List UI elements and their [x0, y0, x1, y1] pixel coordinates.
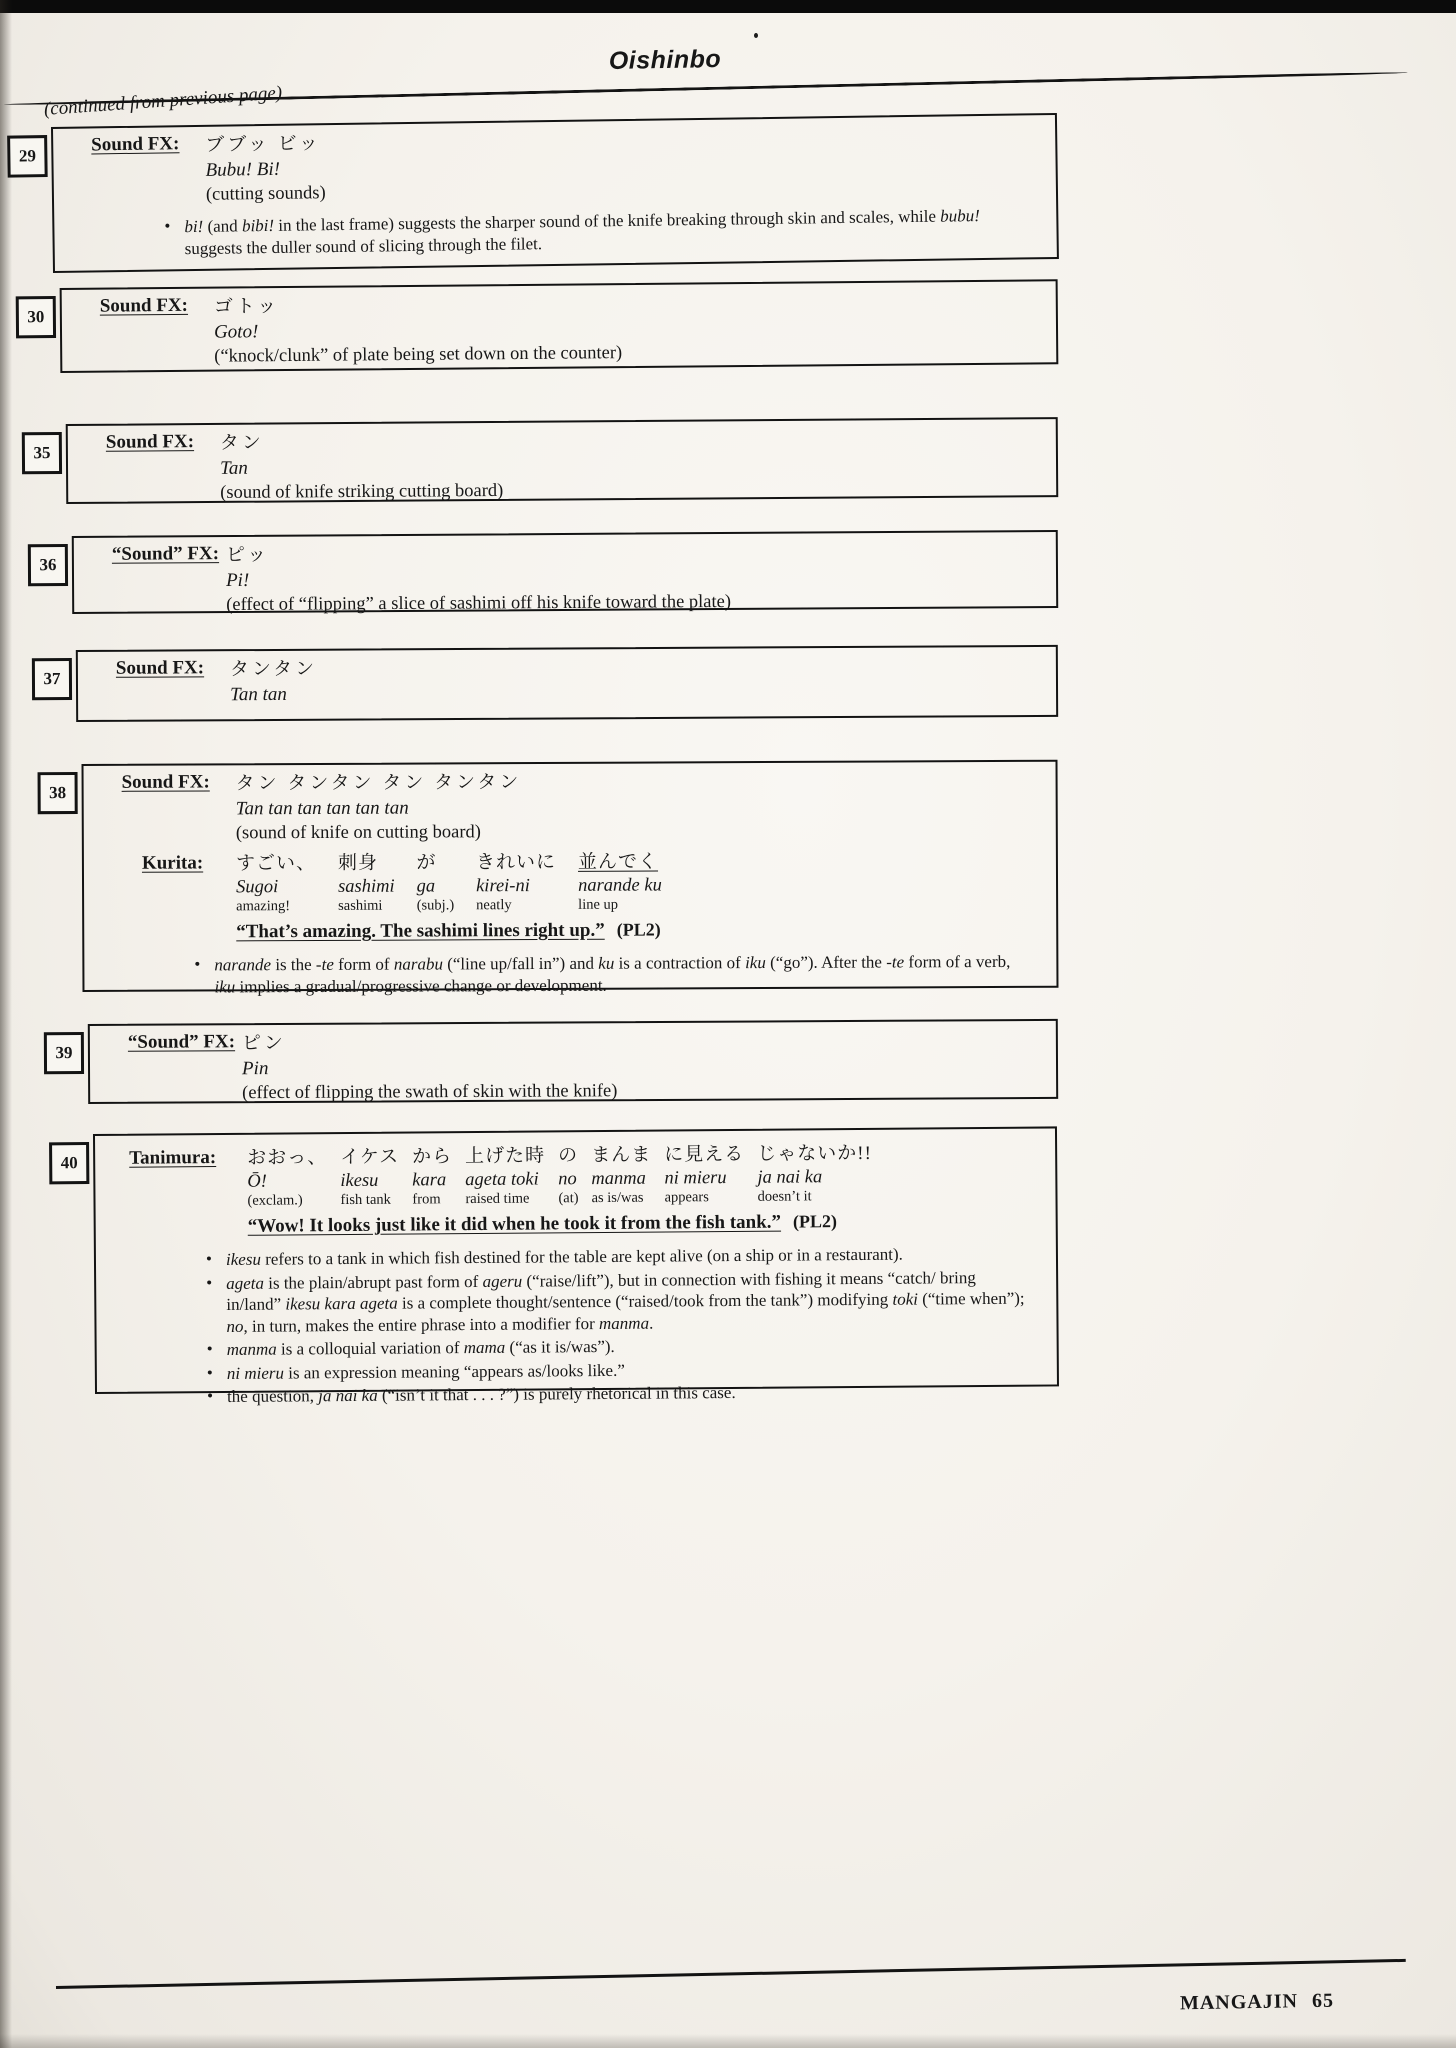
fx-japanese: ピッ	[225, 544, 270, 567]
continued-note: (continued from previous page)	[43, 82, 283, 120]
note-bullet: • the question, ja nai ka (“isn’t it that . . . ?”) is purely rhetorical in this case.	[201, 1380, 1035, 1408]
fx-japanese: タンタン	[229, 658, 318, 681]
fx-romaji: Pi!	[225, 569, 250, 592]
frame-number: 40	[49, 1142, 89, 1184]
fx-label: “Sound” FX:	[111, 543, 220, 565]
entry-box	[66, 417, 1059, 504]
scan-edge-top	[0, 0, 1456, 13]
footer-brand: MANGAJIN	[1179, 1990, 1299, 2015]
fx-japanese: ブブッ ビッ	[205, 133, 322, 156]
fx-japanese: ゴトッ	[213, 296, 280, 318]
frame-number: 36	[28, 544, 68, 586]
gloss-word: 上げた時 ageta toki raised time	[464, 1145, 546, 1208]
gloss-word: の no (at)	[558, 1145, 579, 1207]
entry-37	[43, 645, 1058, 722]
footer-rule	[56, 1959, 1406, 1989]
fx-romaji: Goto!	[213, 321, 259, 343]
footer	[1180, 1990, 1334, 2016]
gloss-word: 刺身 sashimi sashimi	[337, 852, 395, 914]
fx-note: (sound of knife on cutting board)	[235, 822, 481, 844]
fx-label: Sound FX:	[91, 133, 180, 156]
entry-38	[49, 760, 1059, 996]
fx-japanese: タン	[219, 432, 264, 454]
note-bullets	[54, 204, 1039, 261]
gloss-word: まんま manma as is/was	[591, 1144, 652, 1207]
note-bullet: • ikesu refers to a tank in which fish destined for the table are kept alive (on a ship or in a restaurant).	[200, 1243, 1034, 1271]
gloss-word: きれいに kirei-ni neatly	[475, 851, 557, 914]
note-bullets	[96, 1243, 1039, 1409]
gloss-word: おおっ、 Ō! (exclam.)	[247, 1147, 328, 1209]
gloss-word: から kara from	[411, 1146, 453, 1208]
fx-note: (sound of knife striking cutting board)	[220, 480, 504, 503]
note-bullets	[84, 951, 1038, 998]
fx-note: (“knock/clunk” of plate being set down on the counter)	[214, 343, 623, 367]
speaker-name: Kurita:	[141, 852, 204, 874]
fx-japanese: タン タンタン タン タンタン	[235, 772, 522, 795]
translation: “That’s amazing. The sashimi lines right up.”	[236, 919, 605, 943]
politeness-level: (PL2)	[616, 919, 661, 940]
fx-label: Sound FX:	[99, 294, 189, 317]
gloss-word: に見える ni mieru appears	[664, 1143, 745, 1206]
fx-label: Sound FX:	[105, 431, 195, 453]
entry-box	[93, 1126, 1059, 1406]
fx-note: (cutting sounds)	[205, 183, 326, 205]
scan-edge-bottom	[0, 2034, 1456, 2048]
scan-edge-left	[0, 0, 12, 2048]
dialogue-row	[84, 849, 1038, 947]
frame-number: 37	[32, 658, 72, 700]
fx-romaji: Bubu! Bi!	[205, 158, 281, 181]
fx-japanese: ピン	[241, 1032, 286, 1055]
gloss-word: すごい、 Sugoi amazing!	[235, 852, 317, 915]
entry-39	[55, 1019, 1058, 1104]
entry-40	[60, 1126, 1059, 1406]
entry-box	[51, 113, 1059, 273]
entry-box	[82, 760, 1059, 996]
page-title: Oishinbo	[608, 45, 722, 75]
entry-box	[72, 530, 1058, 614]
entry-30	[27, 279, 1059, 373]
entry-36	[39, 530, 1058, 616]
fx-romaji: Pin	[241, 1058, 269, 1080]
note-bullet: • narande is the -te form of narabu (“line up/fall in”) and ku is a contraction of iku (“go”). After the -te form of a verb, iku implies a gradual/progressive change or development.	[188, 951, 1034, 998]
fx-label: Sound FX:	[115, 657, 205, 679]
translation: “Wow! It looks just like it did when he took it from the fish tank.”	[247, 1211, 782, 1237]
fx-label: “Sound” FX:	[127, 1031, 236, 1053]
interlinear-gloss	[247, 1141, 1037, 1210]
gloss-word: じゃないか!! ja nai ka doesn’t it	[757, 1142, 872, 1205]
note-bullet: • ni mieru is an expression meaning “appears as/looks like.”	[201, 1356, 1035, 1384]
frame-number: 30	[16, 296, 56, 338]
fx-label: Sound FX:	[121, 771, 210, 793]
note-bullet: • manma is a colloquial variation of mama (“as it is/was”).	[201, 1333, 1035, 1361]
dialogue-row	[95, 1141, 1038, 1242]
fx-note: (effect of “flipping” a slice of sashimi off his knife toward the plate)	[226, 591, 732, 616]
scan-speck	[754, 33, 758, 38]
frame-number: 38	[38, 772, 78, 814]
entry-35	[33, 417, 1059, 504]
gloss-word: 並んでく narande ku line up	[577, 851, 662, 913]
gloss-word: が ga (subj.)	[416, 852, 455, 914]
page-number: 65	[1311, 1989, 1335, 2013]
frame-number: 29	[7, 135, 48, 178]
entry-29	[18, 113, 1059, 273]
fx-note: (effect of flipping the swath of skin with the knife)	[242, 1081, 618, 1104]
note-bullet: • ageta is the plain/abrupt past form of ageru (“raise/lift”), but in connection with fishing it means “catch/ bring in/land” ikesu kara ageta is a complete thought/sentence (“raised/took from the tank”) modifying toki (“time when”); no, in turn, makes the entire phrase into a modifier for manma.	[200, 1266, 1034, 1337]
frame-number: 35	[22, 432, 62, 474]
fx-romaji: Tan tan	[229, 683, 287, 706]
politeness-level: (PL2)	[792, 1211, 838, 1232]
entry-box	[76, 645, 1058, 722]
fx-romaji: Tan tan tan tan tan tan	[235, 797, 409, 820]
fx-romaji: Tan	[219, 457, 248, 479]
frame-number: 39	[44, 1032, 84, 1074]
entry-box	[60, 279, 1059, 373]
entry-box	[88, 1019, 1058, 1104]
speaker-name: Tanimura:	[129, 1147, 217, 1169]
interlinear-gloss	[236, 849, 1038, 915]
gloss-word: イケス ikesu fish tank	[340, 1146, 400, 1209]
note-bullet: • bi! (and bibi! in the last frame) suggests the sharper sound of the knife breaking through skin and scales, while bubu! suggests the duller sound of slicing through the filet.	[158, 204, 1035, 259]
